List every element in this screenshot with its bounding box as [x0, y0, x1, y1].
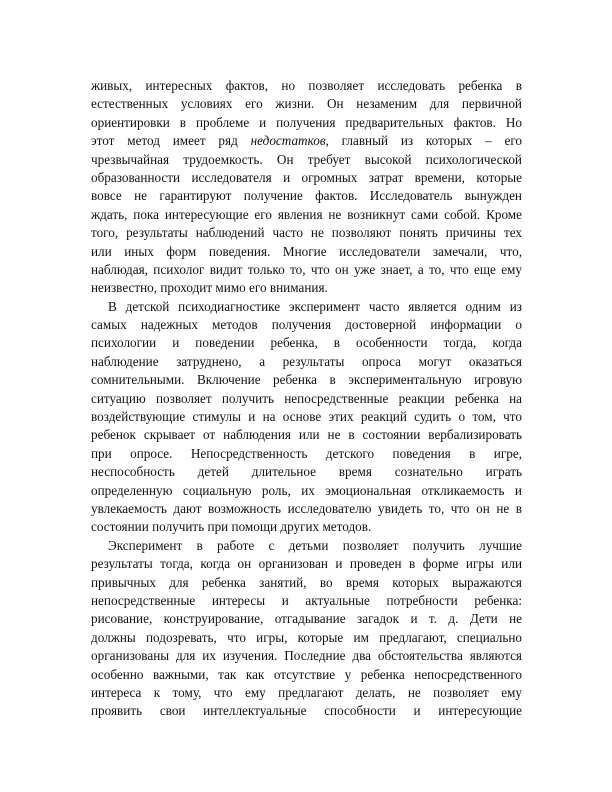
- text-line: или иных форм поведения. Многие исследователи замечали, что,: [91, 243, 522, 259]
- text-fragment: этот метод имеет ряд: [91, 133, 251, 149]
- text-line: результаты тогда, когда он организован и проведен в форме игры или: [91, 556, 522, 572]
- text-line: наблюдая, психолог видит только то, что он уже знает, а то, что еще ему: [91, 261, 522, 277]
- text-line: увлекаемость дают возможность исследователю увидеть то, что он не в: [91, 500, 522, 516]
- text-line: наблюдение затруднено, а результаты опроса могут оказаться: [91, 353, 522, 369]
- text-line: В детской психодиагностике эксперимент часто является одним из: [108, 298, 522, 314]
- text-line: естественных условиях его жизни. Он незаменим для первичной: [91, 96, 522, 112]
- text-line: определенную социальную роль, их эмоциональная откликаемость и: [91, 482, 522, 498]
- text-line: ориентировки в проблеме и получения предварительных фактов. Но: [91, 114, 522, 130]
- text-line: рисование, конструирование, отгадывание загадок и т. д. Дети не: [91, 611, 522, 627]
- text-line: воздействующие стимулы и на основе этих реакций судить о том, что: [91, 409, 522, 425]
- text-line: интереса к тому, что ему предлагают делать, не позволяет ему: [91, 684, 522, 700]
- text-line: неизвестно, проходит мимо его внимания.: [91, 280, 328, 296]
- text-line: сомнительными. Включение ребенка в экспериментальную игровую: [91, 372, 522, 388]
- text-line: вовсе не гарантируют получение фактов. Исследователь вынужден: [91, 188, 522, 204]
- text-line: должны подозревать, что игры, которые им предлагают, специально: [91, 629, 522, 645]
- text-line: при опросе. Непосредственность детского поведения в игре,: [91, 445, 522, 461]
- text-line: ребенок скрывает от наблюдения или не в состоянии вербализировать: [91, 427, 522, 443]
- text-fragment: , главный из которых – его: [325, 133, 522, 149]
- text-line: непосредственные интересы и актуальные потребности ребенка:: [91, 592, 522, 608]
- text-line: ждать, пока интересующие его явления не возникнут сами собой. Кроме: [91, 206, 522, 222]
- emphasized-term: недостатков: [250, 133, 326, 149]
- text-line: неспособность детей длительное время сознательно играть: [91, 464, 522, 480]
- text-line: самых надежных методов получения достоверной информации о: [91, 317, 522, 333]
- text-line: организованы для их изучения. Последние два обстоятельства являются: [91, 648, 522, 664]
- text-line: ситуацию позволяет получить непосредственные реакции ребенка на: [91, 390, 522, 406]
- text-line: чрезвычайная трудоемкость. Он требует высокой психологической: [91, 151, 522, 167]
- text-line: живых, интересных фактов, но позволяет исследовать ребенка в: [91, 78, 522, 93]
- text-line: Эксперимент в работе с детьми позволяет получить лучшие: [108, 537, 522, 553]
- text-line: состоянии получить при помощи других методов.: [91, 519, 372, 535]
- text-line: психологии и поведении ребенка, в особенности тогда, когда: [91, 335, 522, 351]
- text-line: особенно важными, так как отсутствие у ребенка непосредственного: [91, 666, 522, 682]
- body-text: [91, 77, 522, 721]
- text-line: того, результаты наблюдений часто не позволяют понять причины тех: [91, 225, 522, 241]
- text-line: привычных для ребенка занятий, во время которых выражаются: [91, 574, 522, 590]
- text-line: [91, 132, 522, 150]
- text-line: проявить свои интеллектуальные способности и интересующие: [91, 703, 522, 719]
- text-line: образованности исследователя и огромных затрат времени, которые: [91, 169, 522, 185]
